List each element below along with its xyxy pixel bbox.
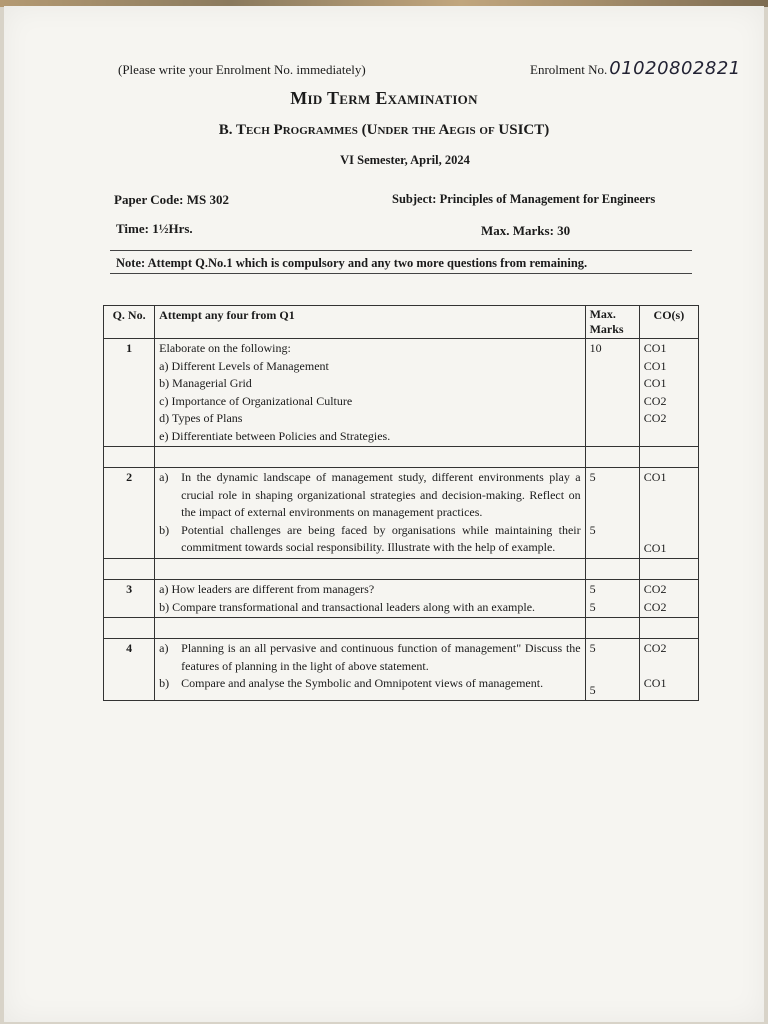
- q1-co-e: CO2: [643, 411, 667, 425]
- co-2: [639, 468, 698, 559]
- programme-heading: B. Tech Programmes (Under the Aegis of USICT): [218, 122, 550, 138]
- q1-item-a: a) Different Levels of Management: [159, 358, 329, 373]
- q4-b-label: b): [159, 676, 170, 690]
- q3-b-co: CO2: [643, 599, 667, 614]
- enrolment-instruction: (Please write your Enrolment No. immediately): [118, 62, 366, 77]
- q4-part-a: [159, 640, 580, 675]
- co-1: [639, 339, 698, 447]
- paper-code: Paper Code: MS 302: [114, 192, 229, 207]
- question-row-3: [104, 580, 699, 618]
- q1-item-c: c) Importance of Organizational Culture: [159, 393, 353, 408]
- exam-title: Mid Term Examination: [290, 88, 478, 108]
- q2-a-text: In the dynamic landscape of management study, different environments play a crucial role in shaping organizational strategies and decision-making. Reflect on the impact of external environments on management practices.: [181, 470, 581, 519]
- q4-b-text: Compare and analyse the Symbolic and Omnipotent views of management.: [181, 676, 544, 690]
- q3-a-co: CO2: [643, 582, 667, 596]
- question-row-2: [104, 468, 699, 559]
- q3-a-text: a) How leaders are different from managers?: [159, 582, 375, 596]
- spacer-row: [104, 618, 699, 639]
- q1-item-d: d) Types of Plans: [159, 411, 243, 425]
- header-question: Attempt any four from Q1: [155, 306, 585, 339]
- q1-item-b: b) Managerial Grid: [159, 376, 252, 390]
- question-row-1: [104, 339, 699, 447]
- time-allowed: Time: 1½Hrs.: [116, 221, 193, 236]
- header-marks: Max. Marks: [585, 306, 639, 339]
- question-2: [155, 468, 585, 559]
- spacer-row: [104, 559, 699, 580]
- q2-part-b: [159, 522, 580, 557]
- divider: [110, 273, 692, 274]
- q1-co-d: CO2: [643, 393, 667, 408]
- q2-b-text: Potential challenges are being faced by organisations while maintaining their commitment towards social responsibility. Illustrate with the help of example.: [181, 522, 581, 554]
- header-co: CO(s): [639, 306, 698, 339]
- question-row-4: [104, 639, 699, 701]
- q1-co-c: CO1: [643, 376, 667, 390]
- subject: Subject: Principles of Management for Engineers: [392, 192, 656, 206]
- q2-a-co: CO1: [643, 470, 667, 484]
- q1-co-b: CO1: [643, 358, 667, 373]
- q4-a-text: Planning is an all pervasive and continuous function of management" Discuss the features of planning in the light of above statement.: [181, 641, 581, 673]
- header-qno: Q. No.: [104, 306, 155, 339]
- q4-part-b: [159, 675, 580, 693]
- enrolment-field: [530, 58, 741, 79]
- qno-4: 4: [104, 639, 155, 701]
- q3-b-text: b) Compare transformational and transactional leaders along with an example.: [159, 599, 536, 614]
- semester-line: VI Semester, April, 2024: [340, 153, 470, 167]
- question-1: [155, 339, 585, 447]
- q2-b-label: b): [159, 522, 170, 537]
- spacer-row: [104, 447, 699, 468]
- q1-intro: Elaborate on the following:: [159, 341, 291, 355]
- q1-co-a: CO1: [643, 341, 667, 355]
- divider: [110, 250, 692, 251]
- question-table: [103, 305, 699, 701]
- q3-b-marks: 5: [589, 599, 596, 614]
- question-3: [155, 580, 585, 618]
- q4-a-label: a): [159, 641, 169, 655]
- instructions-note: Note: Attempt Q.No.1 which is compulsory and any two more questions from remaining.: [116, 256, 588, 270]
- q2-a-label: a): [159, 470, 169, 484]
- marks-1: 10: [585, 339, 639, 447]
- q1-item-e: e) Differentiate between Policies and Strategies.: [159, 428, 391, 443]
- q2-b-co: CO1: [643, 540, 667, 555]
- q2-b-marks: 5: [589, 522, 596, 537]
- enrolment-label: Enrolment No.: [530, 62, 608, 77]
- q2-a-marks: 5: [589, 470, 596, 484]
- q4-b-marks: 5: [589, 682, 596, 697]
- qno-3: 3: [104, 580, 155, 618]
- marks-3: [585, 580, 639, 618]
- enrolment-value: 01020802821: [609, 58, 741, 79]
- qno-1: 1: [104, 339, 155, 447]
- max-marks: Max. Marks: 30: [481, 223, 571, 238]
- question-4: [155, 639, 585, 701]
- q4-b-co: CO1: [643, 675, 667, 690]
- co-3: [639, 580, 698, 618]
- marks-4: [585, 639, 639, 701]
- q2-part-a: [159, 469, 580, 522]
- qno-2: 2: [104, 468, 155, 559]
- q4-a-co: CO2: [643, 641, 667, 655]
- marks-2: [585, 468, 639, 559]
- co-4: [639, 639, 698, 701]
- q3-a-marks: 5: [589, 582, 596, 596]
- q4-a-marks: 5: [589, 641, 596, 655]
- table-header-row: [104, 306, 699, 339]
